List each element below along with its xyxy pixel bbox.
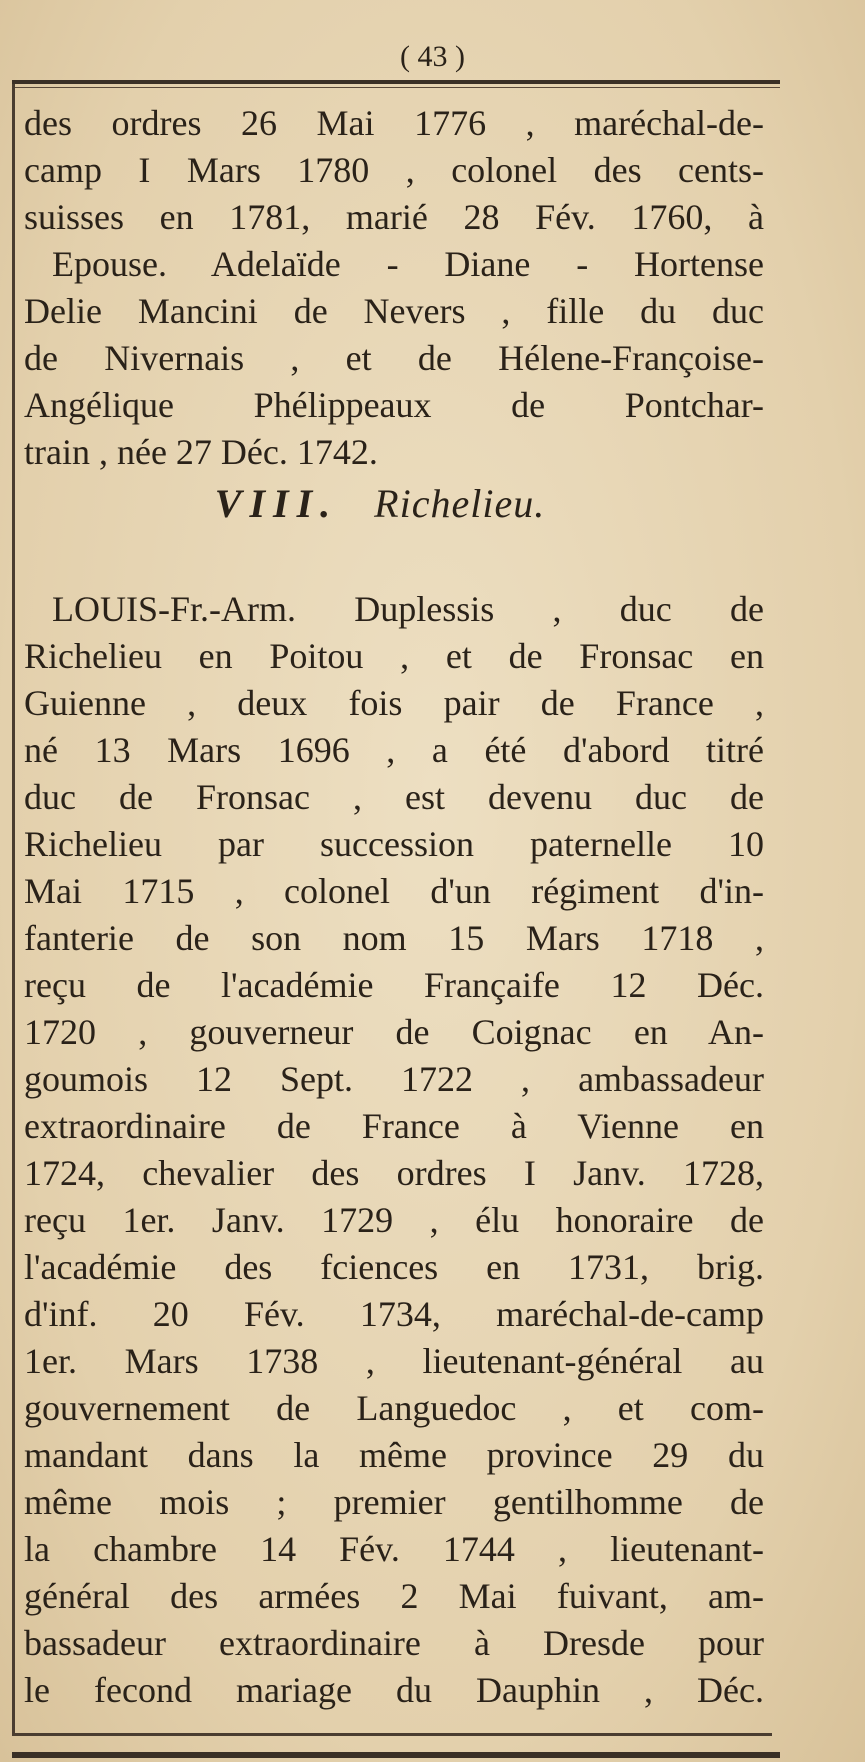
text-line: de Nivernais , et de Hélene-Françoise- (24, 338, 764, 378)
text-line: Delie Mancini de Nevers , fille du duc (24, 291, 764, 331)
paragraph-1 (24, 100, 764, 476)
text-line: né 13 Mars 1696 , a été d'abord titré (24, 730, 764, 770)
text-line: l'académie des fciences en 1731, brig. (24, 1247, 764, 1287)
text-line: Angélique Phélippeaux de Pontchar- (24, 385, 764, 425)
text-line: Richelieu en Poitou , et de Fronsac en (24, 636, 764, 676)
section-number: VIII. (214, 481, 339, 526)
text-line: Guienne , deux fois pair de France , (24, 683, 764, 723)
text-line: la chambre 14 Fév. 1744 , lieutenant- (24, 1529, 764, 1569)
bottom-rule (12, 1733, 772, 1736)
text-line: reçu 1er. Janv. 1729 , élu honoraire de (24, 1200, 764, 1240)
text-line: Mai 1715 , colonel d'un régiment d'in- (24, 871, 764, 911)
text-line: duc de Fronsac , est devenu duc de (24, 777, 764, 817)
text-line: des ordres 26 Mai 1776 , maréchal-de- (24, 103, 764, 143)
text-line: général des armées 2 Mai fuivant, am- (24, 1576, 764, 1616)
text-line: mandant dans la même province 29 du (24, 1435, 764, 1475)
text-line: le fecond mariage du Dauphin , Déc. (24, 1670, 764, 1710)
top-rule-thin (12, 87, 780, 88)
text-line: bassadeur extraordinaire à Dresde pour (24, 1623, 764, 1663)
text-line: 1er. Mars 1738 , lieutenant-général au (24, 1341, 764, 1381)
text-line: suisses en 1781, marié 28 Fév. 1760, à (24, 197, 764, 237)
text-line: 1724, chevalier des ordres I Janv. 1728, (24, 1153, 764, 1193)
top-rule (12, 80, 780, 84)
section-heading (0, 480, 760, 527)
text-line: LOUIS-Fr.-Arm. Duplessis , duc de (52, 589, 764, 629)
text-line: même mois ; premier gentilhomme de (24, 1482, 764, 1522)
text-line: fanterie de son nom 15 Mars 1718 , (24, 918, 764, 958)
page-number: ( 43 ) (400, 40, 465, 73)
left-rule (12, 84, 15, 1734)
text-line: 1720 , gouverneur de Coignac en An- (24, 1012, 764, 1052)
paragraph-2 (24, 586, 764, 1714)
text-line: extraordinaire de France à Vienne en (24, 1106, 764, 1146)
text-line: gouvernement de Languedoc , et com- (24, 1388, 764, 1428)
section-title: Richelieu. (374, 481, 546, 526)
bottom-rule-thick (12, 1752, 780, 1758)
text-line: Epouse. Adelaïde - Diane - Hortense (52, 244, 764, 284)
text-line: d'inf. 20 Fév. 1734, maréchal-de-camp (24, 1294, 764, 1334)
text-line: goumois 12 Sept. 1722 , ambassadeur (24, 1059, 764, 1099)
text-line: camp I Mars 1780 , colonel des cents- (24, 150, 764, 190)
text-line: train , née 27 Déc. 1742. (24, 432, 378, 472)
text-line: Richelieu par succession paternelle 10 (24, 824, 764, 864)
text-line: reçu de l'académie Françaife 12 Déc. (24, 965, 764, 1005)
